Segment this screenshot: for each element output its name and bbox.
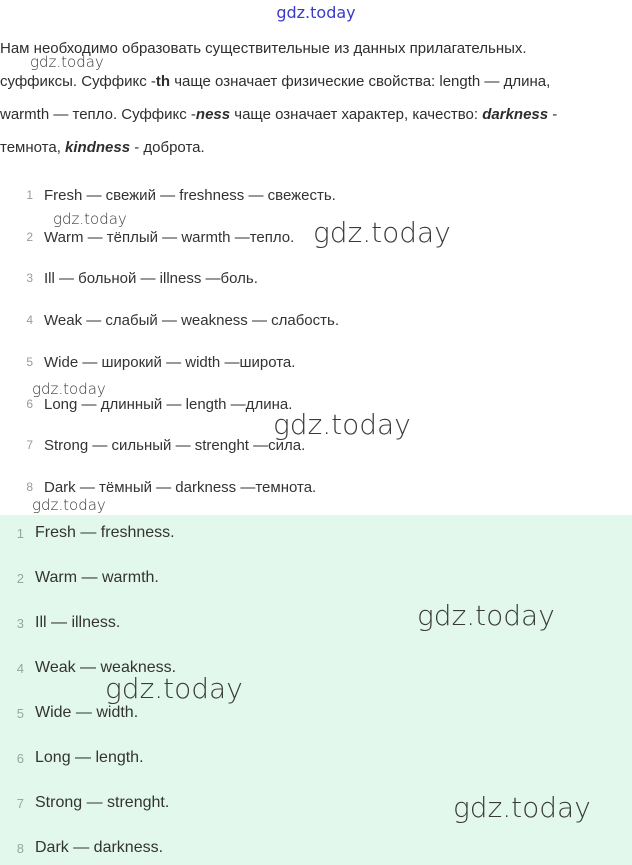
list-item: 5 Wide — широкий — width —широта. xyxy=(26,353,296,371)
watermark: gdz.today xyxy=(32,380,106,398)
answer-item: 1 Fresh — freshness. xyxy=(16,524,175,541)
watermark: gdz.today xyxy=(105,672,243,705)
list-item: 1 Fresh — свежий — freshness — свежесть. xyxy=(26,186,336,204)
watermark: gdz.today xyxy=(417,599,555,632)
answer-item: 7 Strong — strenght. xyxy=(16,794,170,811)
watermark: gdz.today xyxy=(53,210,127,228)
watermark: gdz.today xyxy=(32,496,106,514)
site-logo[interactable]: gdz.today xyxy=(276,3,356,22)
intro-text xyxy=(0,32,632,164)
watermark: gdz.today xyxy=(313,216,451,249)
list-item: 3 Ill — больной — illness —боль. xyxy=(26,269,258,287)
intro-line-1: Нам необходимо образовать существительные из данных прилагательных. xyxy=(0,40,527,57)
intro-line-2: суффиксы. Суффикс -th чаще означает физические свойства: length — длина, xyxy=(0,73,551,90)
intro-line-3: warmth — тепло. Суффикс -ness чаще означает характер, качество: darkness - xyxy=(0,106,558,123)
answer-item: 4 Weak — weakness. xyxy=(16,659,177,676)
intro-line-4: темнота, kindness - доброта. xyxy=(0,139,205,156)
answer-item: 3 Ill — illness. xyxy=(16,614,121,631)
list-item: 4 Weak — слабый — weakness — слабость. xyxy=(26,311,340,329)
answer-item: 6 Long — length. xyxy=(16,749,144,766)
answer-item: 2 Warm — warmth. xyxy=(16,569,159,586)
list-item: 8 Dark — тёмный — darkness —темнота. xyxy=(26,478,317,496)
list-item: 7 Strong — сильный — strenght —сила. xyxy=(26,436,306,454)
watermark: gdz.today xyxy=(453,791,591,824)
list-item: 6 Long — длинный — length —длина. xyxy=(26,395,293,413)
answer-item: 8 Dark — darkness. xyxy=(16,839,164,856)
watermark: gdz.today xyxy=(273,408,411,441)
answer-item: 5 Wide — width. xyxy=(16,704,139,721)
watermark: gdz.today xyxy=(30,53,104,71)
list-item: 2 Warm — тёплый — warmth —тепло. xyxy=(26,228,295,246)
